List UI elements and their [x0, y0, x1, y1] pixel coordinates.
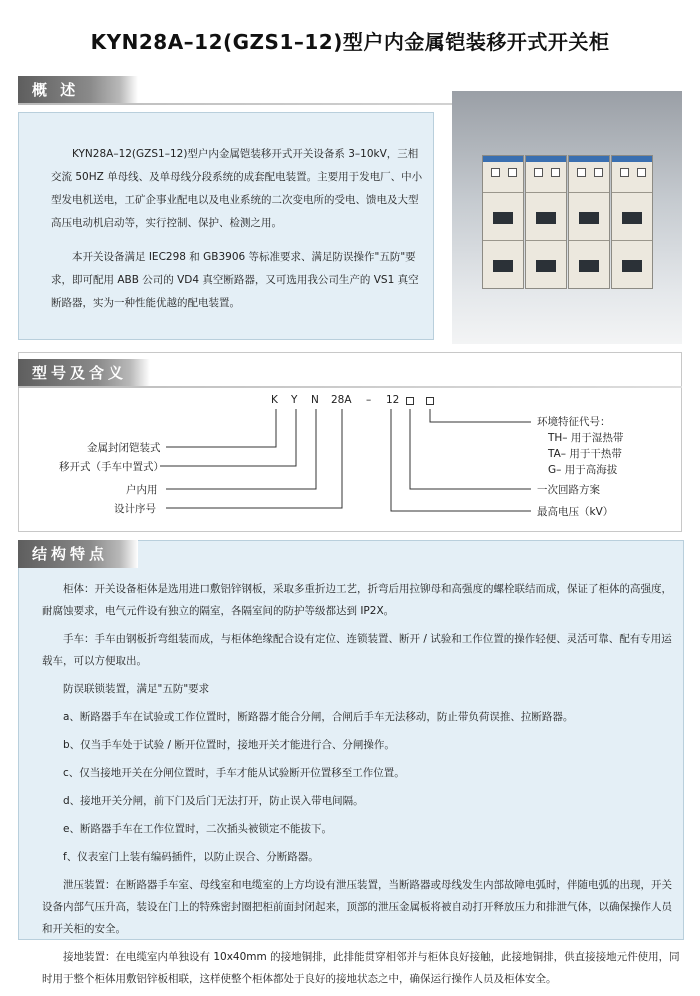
features-heading: 结构特点: [18, 540, 138, 568]
cabinet-unit: [611, 155, 653, 289]
overview-heading: 概 述: [18, 76, 138, 104]
feature-interlock-b: b、仅当手车处于试验 / 断开位置时，接地开关才能进行合、分闸操作。: [63, 739, 395, 751]
model-code-28a: 28A: [331, 394, 352, 406]
model-code-k: K: [271, 394, 278, 406]
features-text: [42, 578, 680, 996]
label-design-number: 设计序号: [114, 503, 156, 515]
feature-interlock: 防误联锁装置，满足"五防"要求: [63, 683, 210, 695]
feature-interlock-f: f、仪表室门上装有编码插件，以防止误合、分断路器。: [63, 851, 319, 863]
label-withdrawable: 移开式（手车中置式）: [59, 461, 164, 473]
model-heading: 型号及含义: [18, 359, 150, 387]
model-code-box-1: [406, 397, 414, 405]
label-circuit: 一次回路方案: [537, 484, 600, 496]
label-indoor: 户内用: [126, 484, 158, 496]
feature-truck: 手车：手车由钢板折弯组装而成，与柜体绝缘配合设有定位、连锁装置、断开 / 试验和工作位置的操作轻便、灵活可靠、配有专用运载车，可以方便取出。: [42, 633, 672, 667]
cabinet-unit: [568, 155, 610, 289]
label-voltage: 最高电压（kV）: [537, 506, 614, 518]
cabinet-unit: [482, 155, 524, 289]
model-code-12: 12: [386, 394, 400, 406]
model-code-n: N: [311, 394, 319, 406]
page-title: KYN28A–12(GZS1–12)型户内金属铠装移开式开关柜: [90, 30, 610, 54]
model-code-y: Y: [291, 394, 298, 406]
cabinet-unit: [525, 155, 567, 289]
feature-pressure-relief: 泄压装置：在断路器手车室、母线室和电缆室的上方均设有泄压装置，当断路器或母线发生内部故障电弧时，伴随电弧的出现，开关设备内部气压升高，装设在门上的特殊密封圈把柜前面封闭起来，顶部的泄压金属板将被自动打开释放压力和排泄气体，以确保操作人员和开关柜的安全。: [42, 879, 672, 935]
label-env-title: 环境特征代号：: [537, 416, 611, 428]
feature-cabinet: 柜体：开关设备柜体是选用进口敷铝锌钢板，采取多重折边工艺，折弯后用拉铆母和高强度的螺栓联结而成，保证了柜体的高强度，耐腐蚀要求，电气元件设有独立的隔室，各隔室间的防护等级都达到 IP2X。: [42, 583, 672, 617]
feature-interlock-e: e、断路器手车在工作位置时，二次插头被锁定不能拔下。: [63, 823, 332, 835]
feature-interlock-a: a、断路器手车在试验或工作位置时，断路器才能合分闸，合闸后手车无法移动，防止带负荷误推、拉断路器。: [63, 711, 574, 723]
label-env-ta: TA– 用于干热带: [548, 448, 622, 460]
model-code-box-2: [426, 397, 434, 405]
label-env-g: G– 用于高海拔: [548, 464, 618, 476]
feature-grounding: 接地装置：在电缆室内单独设有 10x40mm 的接地铜排，此排能贯穿相邻并与柜体良好接触，此接地铜排，供直接接地元件使用，同时用于整个柜体用敷铝锌板相联，这样使整个柜体都处于良好的接地状态之中，确保运行操作人员及柜体安全。: [42, 951, 680, 985]
feature-interlock-d: d、接地开关分闸，前下门及后门无法打开，防止误入带电间隔。: [63, 795, 364, 807]
model-code-dash: –: [366, 394, 372, 406]
overview-paragraph-1: KYN28A–12(GZS1–12)型户内金属铠装移开式开关设备系 3–10kV，三相交流 50HZ 单母线、及单母线分段系统的成套配电装置。主要用于发电厂、中小型发电机送电，工矿企事业配电以及电业系统的二次变电所的受电、馈电及大型高压电动机启动等，实行控制、保护、检测之用。: [51, 148, 423, 229]
model-divider: [18, 386, 682, 388]
switchgear-photo: [452, 91, 682, 344]
feature-interlock-c: c、仅当接地开关在分闸位置时，手车才能从试验断开位置移至工作位置。: [63, 767, 405, 779]
label-metal-armored: 金属封闭铠装式: [87, 442, 161, 454]
label-env-th: TH– 用于湿热带: [548, 432, 624, 444]
overview-panel: [18, 112, 434, 340]
overview-paragraph-2: 本开关设备满足 IEC298 和 GB3906 等标准要求、满足防误操作"五防"要求，即可配用 ABB 公司的 VD4 真空断路器，又可选用我公司生产的 VS1 真空断路器，实为一种性能优越的配电装置。: [51, 251, 419, 309]
